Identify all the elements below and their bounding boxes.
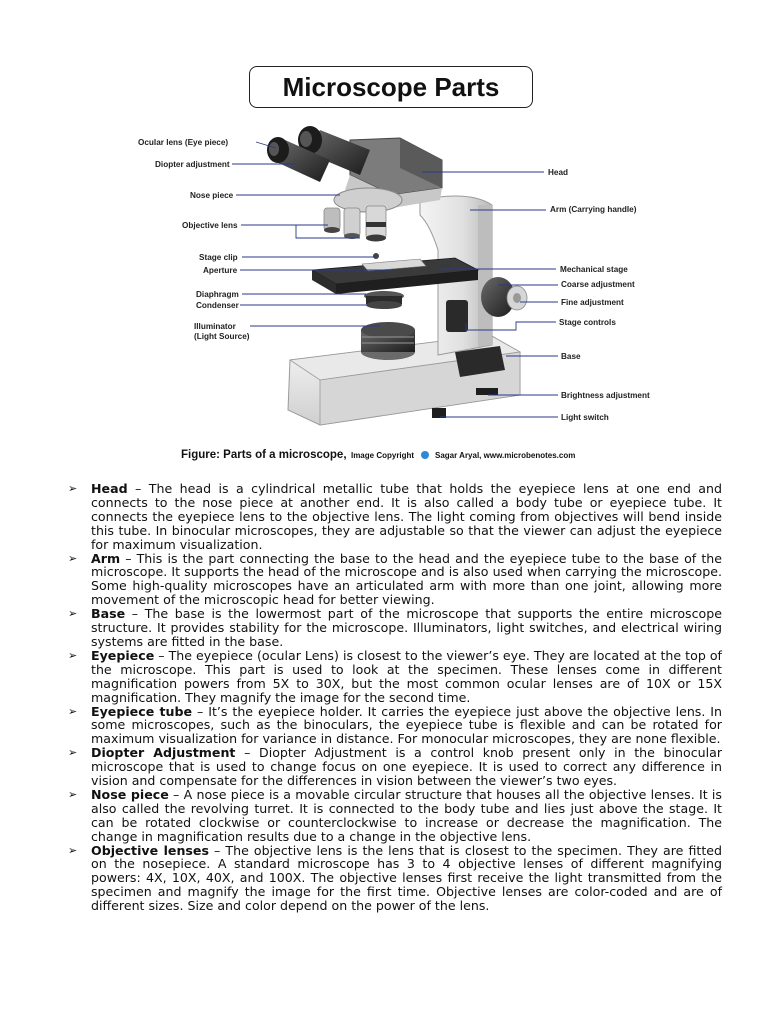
part-term: Eyepiece tube: [91, 703, 193, 719]
arrow-bullet-icon: ➢: [68, 607, 78, 621]
part-term: Eyepiece: [91, 647, 155, 663]
list-item: [66, 482, 722, 552]
label-base: Base: [561, 352, 581, 361]
arrow-bullet-icon: ➢: [68, 787, 78, 801]
label-condenser: Condenser: [196, 301, 239, 310]
part-term: Head: [91, 481, 128, 496]
label-illuminator-sub: (Light Source): [194, 332, 250, 341]
copyright-icon: [421, 451, 429, 459]
figure-title: Microscope Parts: [249, 66, 533, 108]
label-head: Head: [548, 168, 569, 177]
part-term: Nose piece: [91, 786, 169, 802]
arrow-bullet-icon: ➢: [68, 843, 78, 857]
label-illuminator: Illuminator: [194, 322, 236, 331]
label-mechanical-stage: Mechanical stage: [560, 265, 628, 274]
part-term: Objective lenses: [91, 842, 209, 858]
list-item: [66, 552, 722, 608]
arrow-bullet-icon: ➢: [68, 704, 78, 718]
label-aperture: Aperture: [203, 266, 238, 275]
part-term: Arm: [91, 550, 121, 566]
part-description: – The base is the lowermost part of the microscope that supports the entire microscope structure. It provides stability for the microscope. Illuminators, light switches, and electrical wiring systems are fitted in the base.: [91, 606, 722, 649]
label-ocular-lens: Ocular lens (Eye piece): [138, 138, 229, 147]
caption-credit-suffix: Sagar Aryal, www.microbenotes.com: [435, 451, 576, 460]
part-term: Diopter Adjustment: [91, 745, 236, 761]
label-stage-clip: Stage clip: [199, 253, 238, 262]
part-description: – This is the part connecting the base to the head and the eyepiece tube to the base of the microscope. It supports the head of the microscope and is also used when carrying the microscope. Some high-quality microscopes have an articulated arm with more than one joint, allowing more movement of the microscopic head for better viewing.: [91, 550, 722, 608]
objectives-illustration: [324, 188, 402, 242]
arrow-bullet-icon: ➢: [68, 648, 78, 662]
list-item: [66, 844, 722, 914]
part-description: – It’s the eyepiece holder. It carries the eyepiece just above the objective lens. In some microscopes, such as the binoculars, the eyepiece tube is flexible and can be rotated for maximum visualization for variance in distance. For monocular microscopes, they are none flexible.: [91, 703, 722, 747]
label-fine: Fine adjustment: [561, 298, 624, 307]
label-nose-piece: Nose piece: [190, 191, 234, 200]
arrow-bullet-icon: ➢: [68, 482, 78, 495]
parts-description: [66, 482, 722, 913]
part-description: – The eyepiece (ocular Lens) is closest to the viewer’s eye. They are located at the top of the microscope. This part is used to look at the specimen. These lenses come in different magnification powers from 5X to 30X, but the most common ocular lenses are of 10X or 15X magnification. They magnify the image for the second time.: [91, 647, 722, 705]
condenser-illustration: [364, 291, 404, 309]
part-term: Base: [91, 606, 126, 622]
label-arm: Arm (Carrying handle): [550, 205, 637, 214]
arrow-bullet-icon: ➢: [68, 746, 78, 760]
part-description: – The objective lens is the lens that is closest to the specimen. They are fitted on the nosepiece. A standard microscope has 3 to 4 objective lenses of different magnifying powers: 4X, 10X, 40X, and 100X. The objective lenses first receive the light transmitted from the specimen and magnify the image for the first time. Objective lenses are color-coded and are of different sizes. Size and color depend on the power of the lens.: [91, 842, 723, 914]
caption-main: Figure: Parts of a microscope,: [181, 449, 347, 461]
list-item: [66, 705, 722, 747]
part-description: – The head is a cylindrical metallic tube that holds the eyepiece lens at one end and connects to the nose piece at another end. It is also called a body tube or eyepiece tube. It connects the eyepiece lens to the objective lens. The light coming from objectives will bend inside this tube. In binocular microscopes, they are adjustable so that the viewer can adjust the eyepiece for maximum visualization.: [91, 481, 722, 552]
part-description: – A nose piece is a movable circular structure that houses all the objective lenses. It is also called the revolving turret. It is connected to the body tube and lies just above the stage. It can be rotated clockwise or counterclockwise to increase or decrease the magnification. The change in magnification results due to a change in the objective lens.: [91, 786, 722, 844]
label-objective-lens: Objective lens: [182, 221, 238, 230]
label-brightness: Brightness adjustment: [561, 391, 650, 400]
caption-credit-prefix: Image Copyright: [350, 451, 415, 460]
figure-caption: [181, 445, 641, 463]
label-coarse: Coarse adjustment: [561, 280, 635, 289]
arrow-bullet-icon: ➢: [68, 551, 78, 565]
list-item: [66, 649, 722, 705]
list-item: [66, 607, 722, 649]
illuminator-illustration: [361, 322, 415, 360]
part-description: – Diopter Adjustment is a control knob present only in the binocular microscope that is used to change focus on one eyepiece. It is used to correct any difference in vision and compensate for the differences in vision between the viewer’s two eyes.: [91, 745, 722, 789]
label-light-switch: Light switch: [561, 413, 609, 422]
list-item: [66, 746, 722, 788]
label-stage-controls: Stage controls: [559, 318, 616, 327]
label-diopter: Diopter adjustment: [155, 160, 230, 169]
label-diaphragm: Diaphragm: [196, 290, 239, 299]
list-item: [66, 788, 722, 844]
parts-list: [66, 482, 722, 913]
